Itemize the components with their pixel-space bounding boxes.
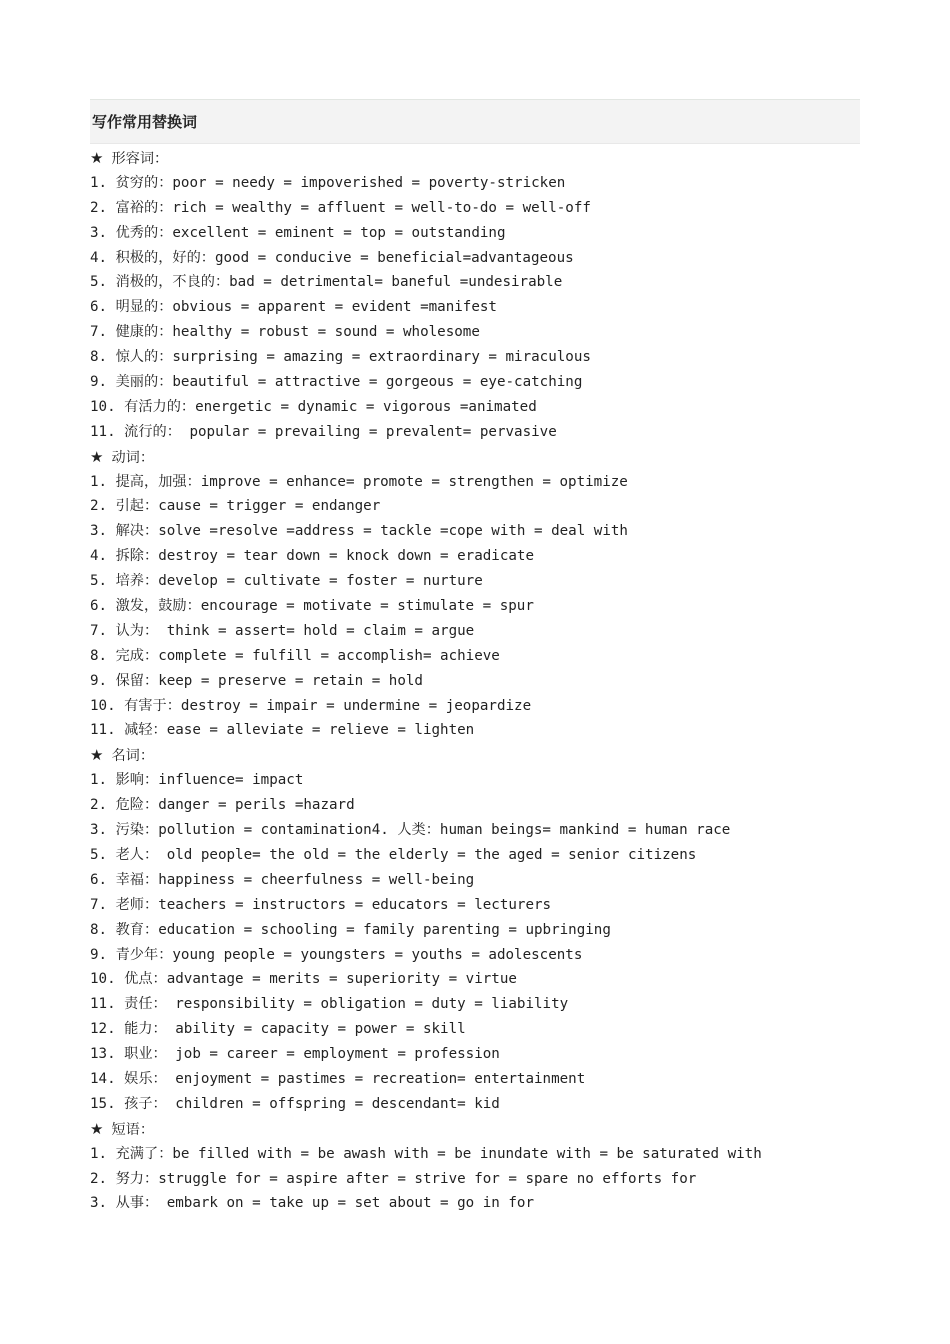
list-item: 3. 污染：pollution = contamination4. 人类：human beings= mankind = human race <box>90 822 731 839</box>
list-item: 8. 惊人的：surprising = amazing = extraordinary = miraculous <box>90 349 591 366</box>
section-heading <box>90 146 860 171</box>
star-icon: ★ <box>90 1119 104 1138</box>
section-heading-label: 短语： <box>111 1121 155 1138</box>
list-item: 9. 青少年：young people = youngsters = youths = adolescents <box>90 946 583 963</box>
star-icon: ★ <box>90 149 104 167</box>
section-heading-label: 动词： <box>111 449 155 466</box>
list-item: 8. 完成：complete = fulfill = accomplish= achieve <box>90 647 500 664</box>
list-item: 2. 引起：cause = trigger = endanger <box>90 498 381 515</box>
list-item: 7. 认为： think = assert= hold = claim = argue <box>90 622 475 639</box>
list-item: 5. 老人： old people= the old = the elderly = the aged = senior citizens <box>90 846 697 863</box>
list-item: 9. 美丽的：beautiful = attractive = gorgeous = eye-catching <box>90 374 583 391</box>
list-item: 11. 减轻：ease = alleviate = relieve = lighten <box>90 722 475 739</box>
list-item: 11. 流行的： popular = prevailing = prevalent= pervasive <box>90 423 557 440</box>
list-item: 1. 充满了：be filled with = be awash with = be inundate with = be saturated with <box>90 1145 762 1162</box>
list-item: 6. 明显的：obvious = apparent = evident =manifest <box>90 299 497 316</box>
section-heading <box>90 1117 860 1142</box>
document-content <box>90 146 860 1216</box>
list-item: 13. 职业： job = career = employment = profession <box>90 1046 500 1063</box>
list-item: 4. 积极的，好的：good = conducive = beneficial=advantageous <box>90 249 574 266</box>
list-item: 3. 优秀的：excellent = eminent = top = outstanding <box>90 224 506 241</box>
list-item: 7. 老师：teachers = instructors = educators = lecturers <box>90 896 552 913</box>
list-item: 12. 能力： ability = capacity = power = skill <box>90 1021 466 1038</box>
list-item: 2. 富裕的：rich = wealthy = affluent = well-to-do = well-off <box>90 199 591 216</box>
list-item: 1. 贫穷的：poor = needy = impoverished = poverty-stricken <box>90 174 566 191</box>
list-item: 14. 娱乐： enjoyment = pastimes = recreation= entertainment <box>90 1070 586 1087</box>
list-item: 11. 责任： responsibility = obligation = duty = liability <box>90 996 569 1013</box>
list-item: 1. 影响：influence= impact <box>90 772 304 789</box>
list-item: 6. 幸福：happiness = cheerfulness = well-being <box>90 871 475 888</box>
section-heading <box>90 445 860 470</box>
title-bar <box>90 99 860 144</box>
section-heading-label: 形容词： <box>111 151 169 167</box>
list-item: 5. 培养：develop = cultivate = foster = nurture <box>90 573 483 590</box>
list-item: 15. 孩子： children = offspring = descendant= kid <box>90 1095 500 1112</box>
list-item: 3. 解决：solve =resolve =address = tackle =cope with = deal with <box>90 523 628 540</box>
section-heading-label: 名词： <box>111 748 155 765</box>
list-item: 6. 激发，鼓励：encourage = motivate = stimulate = spur <box>90 598 534 615</box>
list-item: 10. 有害于：destroy = impair = undermine = jeopardize <box>90 697 532 714</box>
document-page <box>90 99 860 1216</box>
list-item: 10. 优点：advantage = merits = superiority = virtue <box>90 971 517 988</box>
list-item: 3. 从事： embark on = take up = set about = go in for <box>90 1195 535 1212</box>
page-title: 写作常用替换词 <box>92 113 198 131</box>
list-item: 5. 消极的，不良的：bad = detrimental= baneful =undesirable <box>90 274 563 291</box>
star-icon: ★ <box>90 447 104 466</box>
list-item: 2. 努力：struggle for = aspire after = strive for = spare no efforts for <box>90 1170 697 1187</box>
list-item: 10. 有活力的：energetic = dynamic = vigorous =animated <box>90 398 537 415</box>
list-item: 4. 拆除：destroy = tear down = knock down = eradicate <box>90 548 535 565</box>
list-item: 9. 保留：keep = preserve = retain = hold <box>90 672 423 689</box>
list-item: 7. 健康的：healthy = robust = sound = wholesome <box>90 324 480 341</box>
list-item: 1. 提高，加强：improve = enhance= promote = strengthen = optimize <box>90 473 628 490</box>
star-icon: ★ <box>90 746 104 765</box>
section-heading <box>90 743 860 768</box>
list-item: 2. 危险：danger = perils =hazard <box>90 797 355 814</box>
list-item: 8. 教育：education = schooling = family parenting = upbringing <box>90 921 611 938</box>
